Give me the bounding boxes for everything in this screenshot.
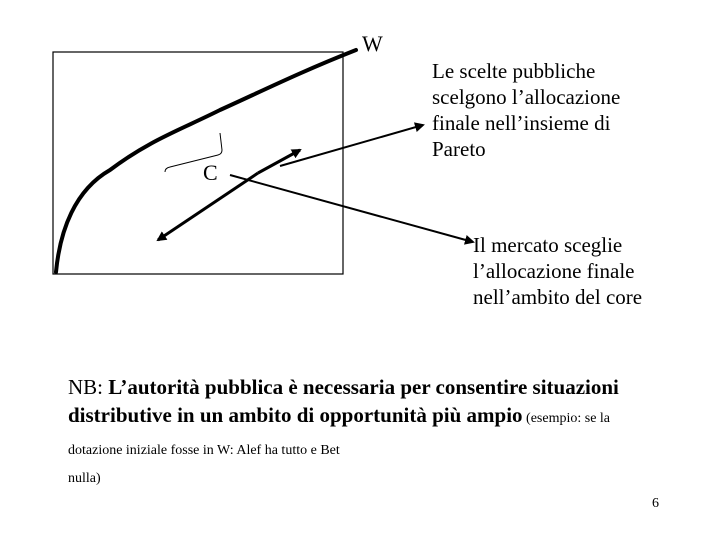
callout-line: Le scelte pubbliche [432, 59, 596, 83]
callout-line: Pareto [432, 137, 486, 161]
arrow-public-choice [280, 125, 423, 166]
nb-example-tail: nulla) [68, 471, 101, 486]
arrow-market [230, 175, 473, 242]
callout-line: finale nell’insieme di [432, 111, 611, 135]
label-c: C [203, 160, 218, 185]
nb-example: (esempio: se la dotazione iniziale fosse in W: Alef ha tutto e Bet [68, 411, 611, 458]
edgeworth-box [53, 52, 343, 274]
nb-bold-text: L’autorità pubblica è necessaria per consentire situazioni distributive in un ambito di opportunità più ampio [68, 375, 619, 427]
nb-note [68, 373, 648, 489]
page-number: 6 [652, 496, 659, 511]
callout-line: nell’ambito del core [473, 285, 643, 309]
label-w: W [362, 31, 383, 56]
nb-prefix: NB: [68, 375, 109, 399]
callout-market [473, 232, 642, 310]
callout-public-choice [432, 58, 620, 162]
callout-line: scelgono l’allocazione [432, 85, 621, 109]
callout-line: Il mercato sceglie [473, 233, 623, 257]
callout-line: l’allocazione finale [473, 259, 635, 283]
